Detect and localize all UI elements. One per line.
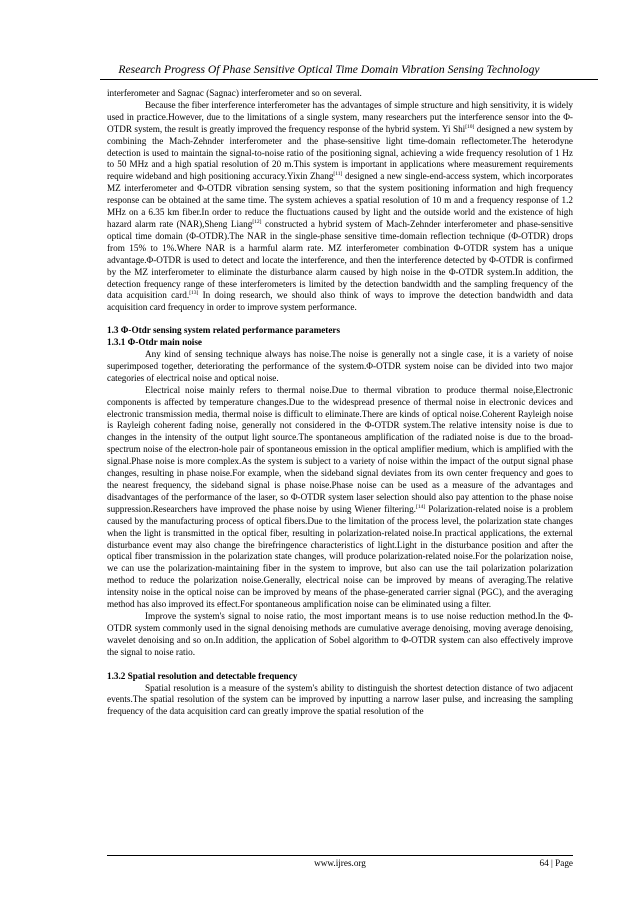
footer-rule xyxy=(107,855,573,856)
paragraph-noise-intro: Any kind of sensing technique always has noise.The noise is generally not a single case, it is a variety of noise superimposed together, deteriorating the performance of the system.Φ-OTDR system noise can be divided into two major categories of electrical noise and optical noise. xyxy=(107,349,573,383)
text-run: Because the fiber interference interferometer has the advantages of simple structure and high sensitivity, it is widely used in practice.However, due to the limitations of a single system, many researchers put the interference sensor into the Φ-OTDR system, the result is greatly improved the frequency response of the hybrid system. Yi Shi xyxy=(107,99,573,134)
body-text xyxy=(107,88,573,718)
paragraph-fiber-interference xyxy=(107,100,573,314)
section-heading-1-3-2: 1.3.2 Spatial resolution and detectable frequency xyxy=(107,670,298,681)
paragraph-electrical-noise xyxy=(107,385,573,611)
paragraph-snr-improvement: Improve the system's signal to noise ratio, the most important means is to use noise reduction method.In the Φ-OTDR system commonly used in the signal denoising methods are cumulative average denoising, moving average denoising, wavelet denoising and so on.In addition, the application of Sobel algorithm to Φ-OTDR system can also effectively improve the signal to noise ratio. xyxy=(107,610,573,657)
citation-14: [14] xyxy=(415,503,426,510)
text-run: designed a new system by combining the Mach-Zehnder interferometer and the phase-sensitive light time-domain reflectometer.The heterodyne detection is used to maintain the signal-to-noise ratio of the positioning signal, achieving a wide frequency resolution of 1 Hz to 50 MHz and a high spatial resolution of 20 m.This system is important in applications where measurement requirements require wideband and high positioning accuracy.Yixin Zhang xyxy=(107,123,573,182)
citation-10: [10] xyxy=(465,123,475,130)
section-heading-1-3-1: 1.3.1 Φ-Otdr main noise xyxy=(107,337,202,348)
page-number: 64 | Page xyxy=(539,858,573,868)
paragraph-interferometer-continuation: interferometer and Sagnac (Sagnac) interferometer and so on several. xyxy=(107,88,362,98)
text-run: Electrical noise mainly refers to thermal noise.Due to thermal vibration to produce thermal noise,Electronic components is affected by temperature changes.Due to the widespread presence of thermal noise in electronic devices and electronic transmission media, thermal noise is difficult to eliminate.There are kinds of optical noise.Coherent Rayleigh noise is Rayleigh coherent fading noise, generally not considered in the Φ-OTDR system.The relative intensity noise is due to changes in the intensity of the output light source.The spontaneous amplification of the radiated noise is due to the broad-spectrum noise of the electron-hole pair of spontaneous emission in the optical amplifier medium, which is amplified with the signal.Phase noise is more complex.As the system is subject to a variety of noise within the impact of the output signal phase changes, resulting in phase noise.For example, when the sideband signal deviates from its own center frequency and goes to the nearest frequency, the sideband signal is phase noise.Phase noise can be used as a measure of the advantages and disadvantages of the performance of the laser, so Φ-OTDR system laser selection should also pay attention to the phase noise suppression.Researchers have improved the phase noise by using Wiener filtering. xyxy=(107,384,573,514)
citation-13: [13] xyxy=(189,290,199,297)
citation-11: [11] xyxy=(333,171,343,178)
header-rule xyxy=(100,79,598,80)
text-run: constructed a hybrid system of Mach-Zehnder interferometer and phase-sensitive optical time domain (Φ-OTDR).The NAR in the single-phase sensitive time-domain reflection technique (Φ-OTDR) drops from 15% to 1%.Where NAR is a harmful alarm rate. MZ interferometer combination Φ-OTDR system has a unique advantage.Φ-OTDR is used to detect and locate the interference, and then the interference detected by Φ-OTDR is confirmed by the MZ interferometer to eliminate the disturbance alarm caused by high noise in the Φ-OTDR system.In addition, the detection frequency range of these interferometers is limited by the detection bandwidth and the sampling frequency of the data acquisition card. xyxy=(107,218,573,301)
text-run: designed a new single-end-access system, which incorporates MZ interferometer and Φ-OTDR vibration sensing system, so that the system positioning information and high frequency response can be obtained at the same time. The system achieves a spatial resolution of 10 m and a frequency response of 1.2 MHz on a 6.35 km fiber.In order to reduce the fluctuations caused by light and the outside world and the existence of high hazard alarm rate (NAR),Sheng Liang xyxy=(107,171,573,229)
text-run: In doing research, we should also think of ways to improve the detection bandwidth and data acquisition card frequency in order to improve system performance. xyxy=(107,290,573,313)
running-title: Research Progress Of Phase Sensitive Optical Time Domain Vibration Sensing Technology xyxy=(118,63,540,76)
text-run: Polarization-related noise is a problem caused by the manufacturing process of optical fibers.Due to the limitation of the process level, the polarization state changes when the light is transmitted in the optical fiber, resulting in polarization-related noise.In practical applications, the external disturbance event may also change the birefringence characteristics of light.Light in the disturbance position and after the optical fiber transmission in the polarization state changes, will produce polarization-related noise.For the polarization noise, we can use the polarization-maintaining fiber in the system to improve, but also can use the tail polarization polarization method to reduce the polarization noise.Generally, electrical noise can be improved by means of averaging.The relative intensity noise in the optical noise can be improved by means of the phase-generated carrier signal (PGC), and the averaging method has also improved its effect.For spontaneous amplification noise can be eliminated using a filter. xyxy=(107,503,574,610)
paragraph-spatial-resolution: Spatial resolution is a measure of the system's ability to distinguish the shortest detection distance of two adjacent events.The spatial resolution of the system can be improved by inputting a narrow laser pulse, and increasing the sampling frequency of the data acquisition card can greatly improve the spatial resolution of the xyxy=(107,682,573,717)
footer-url: www.ijres.org xyxy=(314,858,366,868)
section-heading-1-3: 1.3 Φ-Otdr sensing system related performance parameters xyxy=(107,325,341,336)
citation-12: [12] xyxy=(252,218,262,225)
